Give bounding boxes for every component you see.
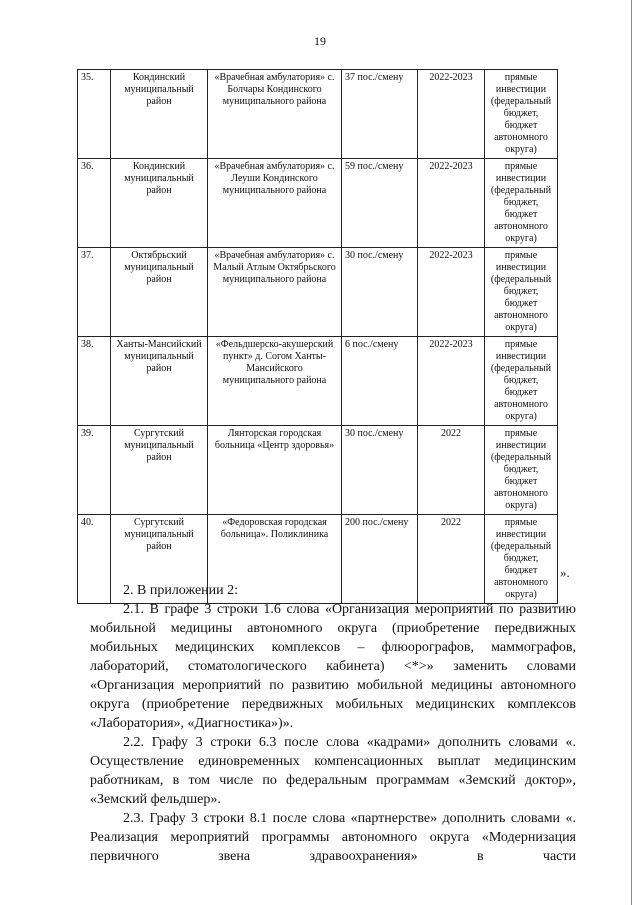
period-cell: 2022 [418,426,485,515]
region-cell: Сургутский муниципальный район [111,426,208,515]
period-cell: 2022-2023 [418,70,485,159]
section-heading: 2. В приложении 2: [123,583,239,598]
page-number: 19 [314,34,326,48]
row-number: 36. [78,159,111,248]
table-row [78,426,558,515]
funding-source-cell: прямые инвестиции (федеральный бюджет, бюджет автономного округа) [485,70,558,159]
capacity-cell: 6 пос./смену [342,337,418,426]
capacity-cell: 200 пос./смену [342,515,418,604]
region-cell: Кондинский муниципальный район [111,70,208,159]
page-edge-line [631,0,632,905]
object-cell: «Фельдшерско-акушерский пункт» д. Согом Ханты-Мансийского муниципального района [208,337,342,426]
region-cell: Ханты-Мансийский муниципальный район [111,337,208,426]
amendments-text [90,581,576,866]
funding-source-cell: прямые инвестиции (федеральный бюджет, бюджет автономного округа) [485,248,558,337]
funding-source-cell: прямые инвестиции (федеральный бюджет, бюджет автономного округа) [485,159,558,248]
table-row [78,70,558,159]
region-cell: Сургутский муниципальный район [111,515,208,604]
paragraph-2-3: 2.3. Графу 3 строки 8.1 после слова «партнерстве» дополнить словами «. Реализация мероприятий программы автономного округа «Модернизация первичного звена здравоохранения» в части [90,811,576,864]
funding-source-cell: прямые инвестиции (федеральный бюджет, бюджет автономного округа) [485,337,558,426]
table-row [78,337,558,426]
funding-source-cell: прямые инвестиции (федеральный бюджет, бюджет автономного округа) [485,426,558,515]
object-cell: «Врачебная амбулатория» с. Болчары Кондинского муниципального района [208,70,342,159]
region-cell: Октябрьский муниципальный район [111,248,208,337]
row-number: 38. [78,337,111,426]
investment-objects-table [77,69,558,604]
row-number: 35. [78,70,111,159]
object-cell: «Врачебная амбулатория» с. Леуши Кондинского муниципального района [208,159,342,248]
paragraph-2-2: 2.2. Графу 3 строки 6.3 после слова «кадрами» дополнить словами «. Осуществление единовременных компенсационных выплат медицинским работникам, в том числе по федеральным программам «Земский доктор», «Земский фельдшер». [90,735,576,807]
row-number: 39. [78,426,111,515]
capacity-cell: 37 пос./смену [342,70,418,159]
capacity-cell: 30 пос./смену [342,248,418,337]
closing-quote: ». [560,565,570,580]
period-cell: 2022-2023 [418,159,485,248]
period-cell: 2022-2023 [418,248,485,337]
capacity-cell: 59 пос./смену [342,159,418,248]
table-row [78,159,558,248]
period-cell: 2022-2023 [418,337,485,426]
table-row [78,248,558,337]
capacity-cell: 30 пос./смену [342,426,418,515]
object-cell: Лянторская городская больница «Центр здоровья» [208,426,342,515]
period-cell: 2022 [418,515,485,604]
paragraph-2-1: 2.1. В графе 3 строки 1.6 слова «Организация мероприятий по развитию мобильной медицины автономного округа (приобретение передвижных мобильных медицинских комплексов – флюорографов, маммографов, лабораторий, стоматологического кабинета) <*>» заменить словами «Организация мероприятий по развитию мобильной медицины автономного округа (приобретение передвижных мобильных медицинских комплексов «Лаборатория», «Диагностика»)». [90,602,576,731]
row-number: 40. [78,515,111,604]
region-cell: Кондинский муниципальный район [111,159,208,248]
object-cell: «Федоровская городская больница». Поликлиника [208,515,342,604]
row-number: 37. [78,248,111,337]
funding-source-cell: прямые инвестиции (федеральный бюджет, бюджет автономного округа) [485,515,558,604]
object-cell: «Врачебная амбулатория» с. Малый Атлым Октябрьского муниципального района [208,248,342,337]
